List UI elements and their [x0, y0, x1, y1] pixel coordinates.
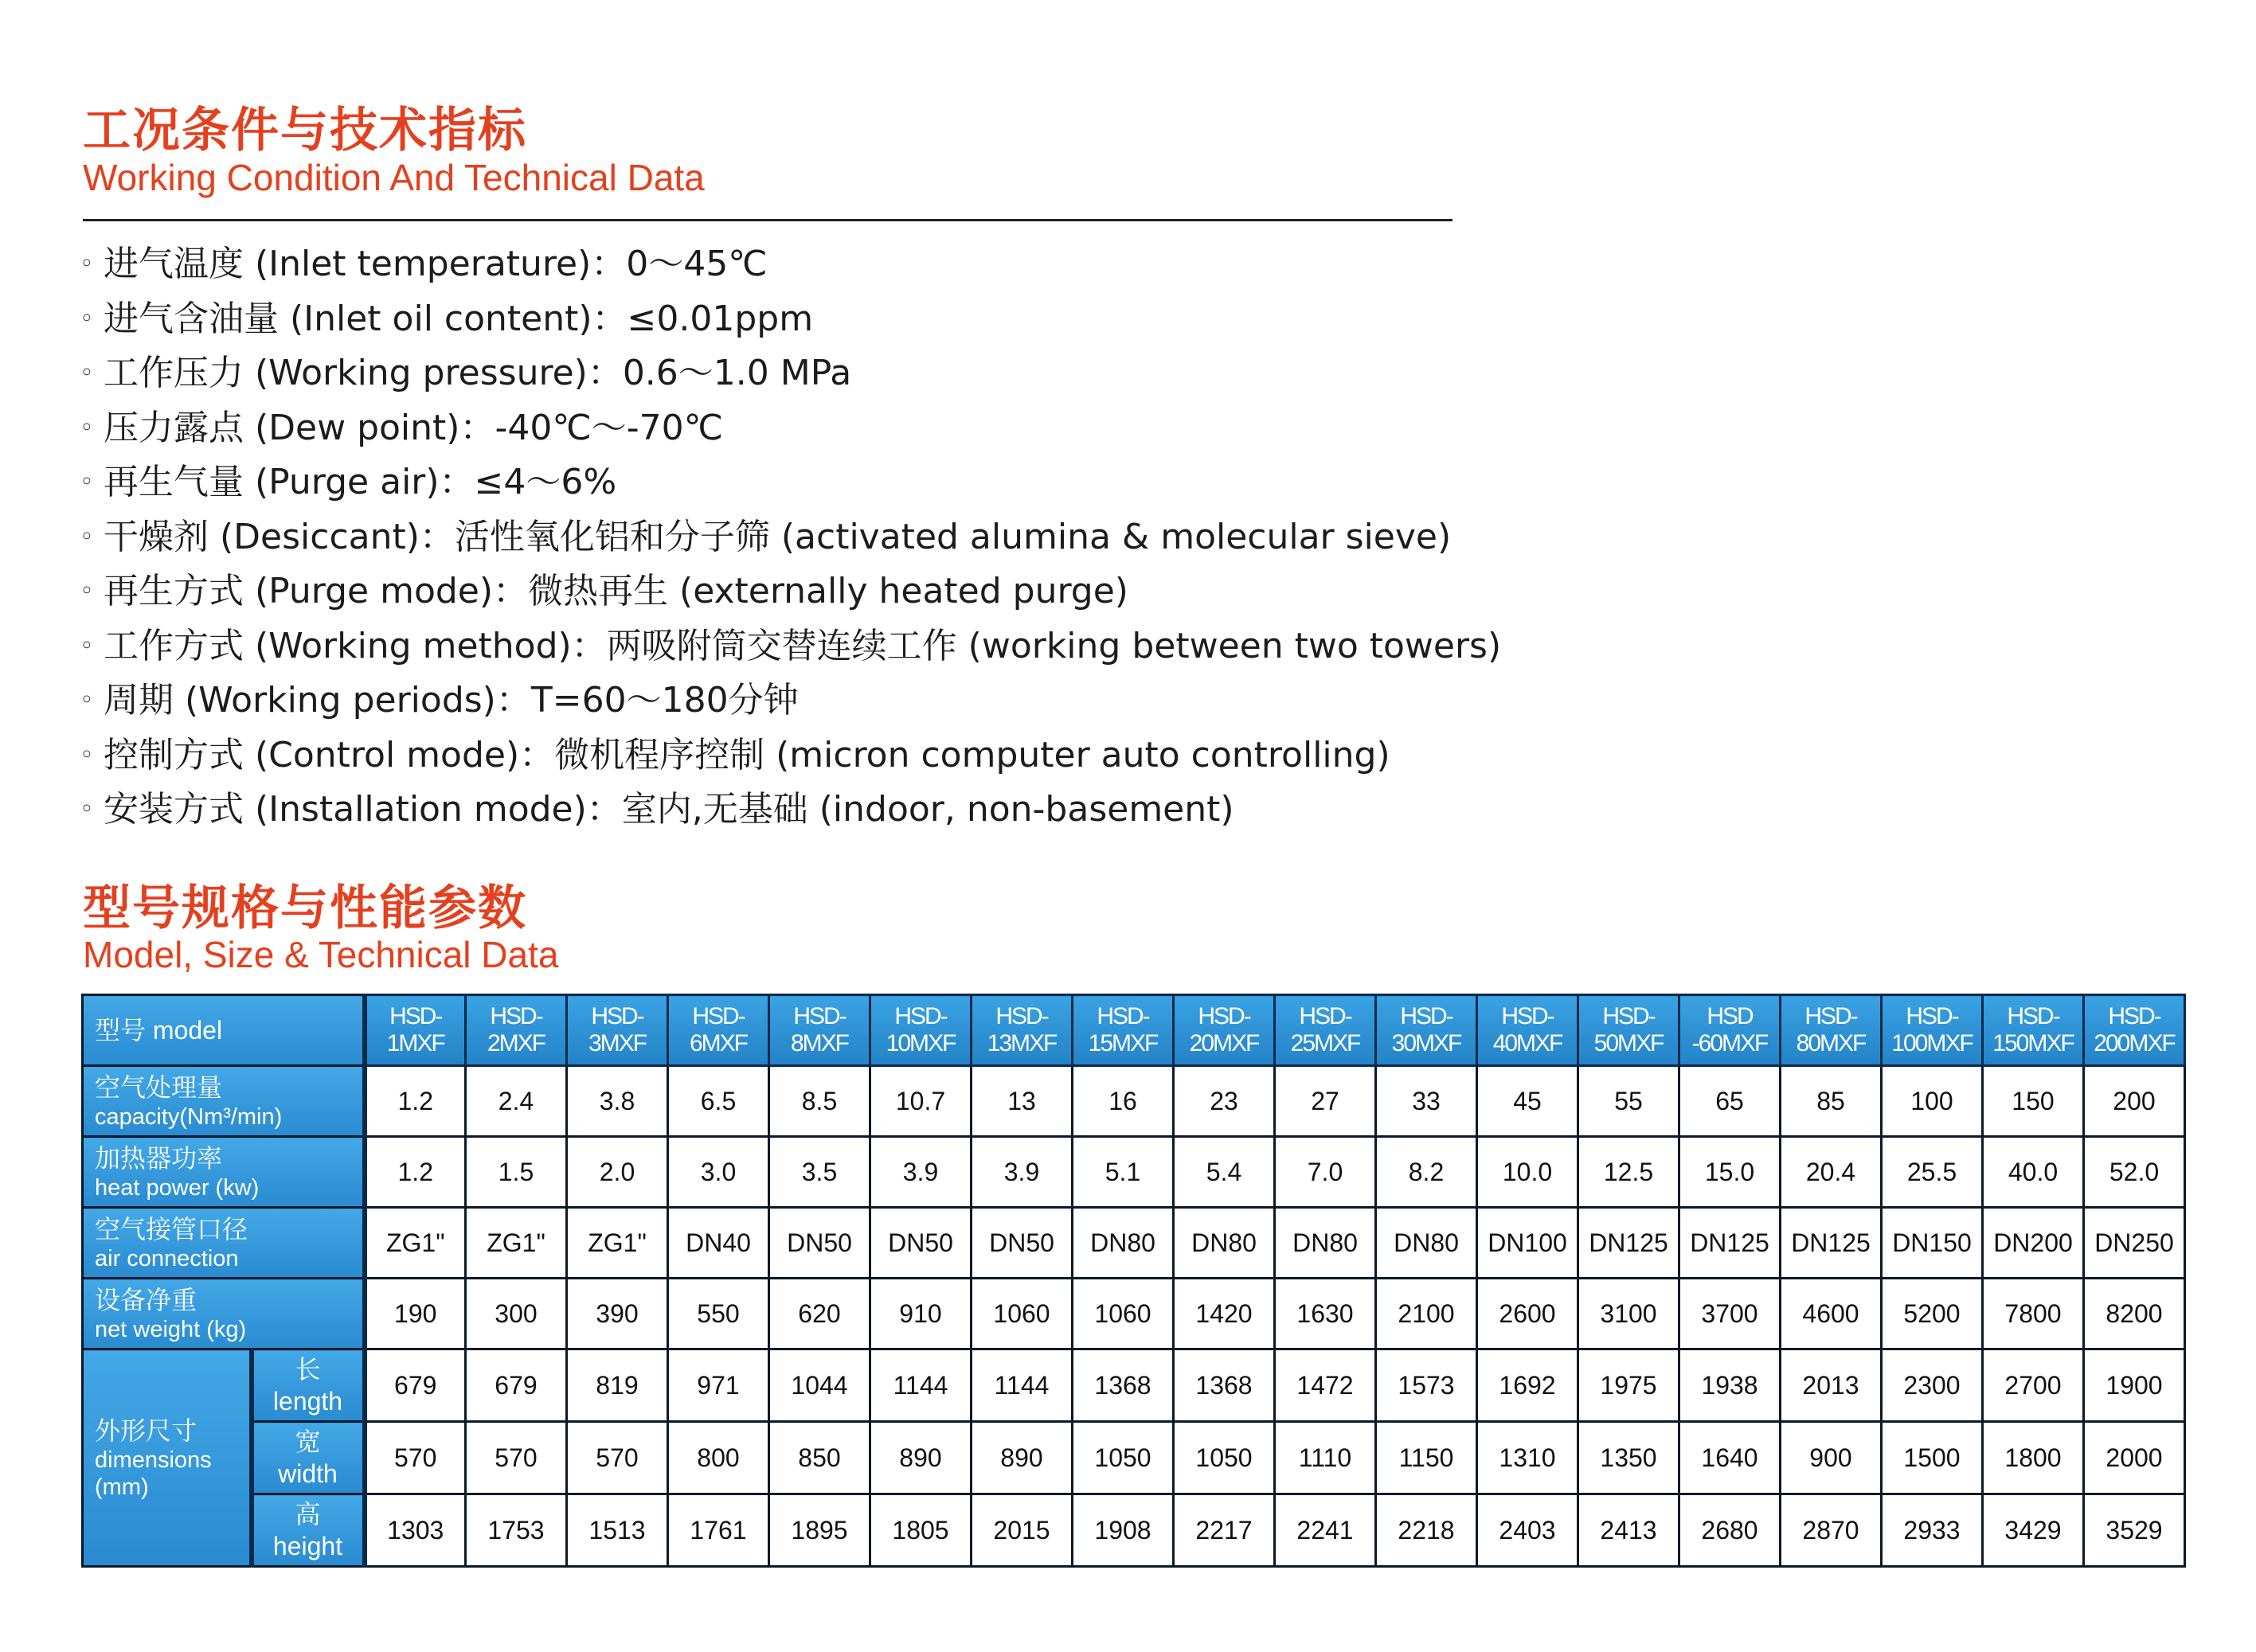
dimension-subheader-en: width: [278, 1459, 338, 1488]
model-cell: [769, 995, 870, 1066]
model-prefix: HSD-: [1400, 1003, 1453, 1029]
row-header: [83, 1066, 365, 1137]
row-header-en: capacity(Nm³/min): [95, 1104, 283, 1130]
spec-item: [80, 346, 1501, 401]
model-cell: [1174, 995, 1275, 1066]
table-cell: 3.8: [567, 1066, 668, 1137]
model-cell: [1376, 995, 1477, 1066]
table-cell: 5200: [1882, 1279, 1983, 1349]
table-row: [83, 1349, 2185, 1422]
spec-item: [80, 455, 1501, 510]
table-cell: 45: [1477, 1066, 1578, 1137]
bullet-icon: ◦: [80, 522, 94, 551]
model-suffix: 40MXF: [1492, 1030, 1562, 1056]
table-cell: 1900: [2084, 1349, 2185, 1422]
bullet-icon: ◦: [80, 686, 94, 714]
table-cell: 570: [365, 1422, 466, 1494]
table-cell: 2300: [1882, 1349, 1983, 1422]
table-cell: 2600: [1477, 1279, 1578, 1349]
table-row: [83, 1137, 2185, 1208]
spec-item: [80, 674, 1501, 728]
table-cell: 570: [466, 1422, 567, 1494]
table-cell: 10.0: [1477, 1137, 1578, 1208]
spec-item: [80, 619, 1501, 674]
table-cell: 200: [2084, 1066, 2185, 1137]
model-suffix: 1MXF: [386, 1030, 444, 1056]
bullet-icon: ◦: [80, 631, 94, 660]
table-cell: 4600: [1781, 1279, 1882, 1349]
table-cell: 1110: [1275, 1422, 1376, 1494]
dimension-subheader-cn: 宽: [295, 1427, 321, 1456]
table-cell: 679: [365, 1349, 466, 1422]
spec-item: [80, 783, 1501, 838]
table-cell: 890: [972, 1422, 1073, 1494]
model-suffix: -60MXF: [1691, 1030, 1768, 1056]
table-cell: 300: [466, 1279, 567, 1349]
spec-text: 干燥剂 (Desiccant)：活性氧化铝和分子筛 (activated alumina & molecular sieve): [104, 516, 1452, 557]
table-cell: 2403: [1477, 1494, 1578, 1567]
model-suffix: 100MXF: [1891, 1030, 1973, 1056]
model-header: [83, 995, 365, 1066]
table-cell: DN40: [668, 1208, 769, 1279]
table-cell: 1368: [1073, 1349, 1174, 1422]
model-suffix: 50MXF: [1593, 1030, 1664, 1056]
dimensions-header-cn: 外形尺寸: [95, 1416, 197, 1445]
table-header-row: [83, 995, 2185, 1066]
table-cell: 819: [567, 1349, 668, 1422]
dimension-subheader: [252, 1349, 365, 1422]
table-cell: 1060: [972, 1279, 1073, 1349]
table-cell: 1472: [1275, 1349, 1376, 1422]
model-suffix: 80MXF: [1796, 1030, 1866, 1056]
table-cell: 3429: [1983, 1494, 2084, 1567]
table-cell: 8.2: [1376, 1137, 1477, 1208]
spec-text: 工作压力 (Working pressure)：0.6～1.0 MPa: [104, 353, 852, 393]
table-cell: 1908: [1073, 1494, 1174, 1567]
spec-item: [80, 401, 1501, 456]
table-cell: 550: [668, 1279, 769, 1349]
table-row: [83, 1494, 2185, 1567]
table-cell: 3529: [2084, 1494, 2185, 1567]
table-cell: 1761: [668, 1494, 769, 1567]
model-header-label: 型号 model: [95, 1016, 223, 1045]
table-cell: 27: [1275, 1066, 1376, 1137]
model-prefix: HSD-: [2108, 1003, 2160, 1029]
table-cell: 1144: [972, 1349, 1073, 1422]
table-cell: 679: [466, 1349, 567, 1422]
model-cell: [567, 995, 668, 1066]
section-title-en: Model, Size & Technical Data: [83, 934, 559, 975]
table-cell: 1.2: [365, 1137, 466, 1208]
model-suffix: 15MXF: [1088, 1030, 1158, 1056]
model-cell: [1882, 995, 1983, 1066]
table-cell: 3700: [1679, 1279, 1781, 1349]
dimension-subheader: [252, 1422, 365, 1494]
bullet-icon: ◦: [80, 468, 94, 496]
table-cell: 2700: [1983, 1349, 2084, 1422]
table-cell: 25.5: [1882, 1137, 1983, 1208]
model-cell: [1073, 995, 1174, 1066]
table-cell: 2015: [972, 1494, 1073, 1567]
table-cell: 3.5: [769, 1137, 870, 1208]
table-cell: 1895: [769, 1494, 870, 1567]
dimension-subheader-en: height: [272, 1532, 343, 1560]
table-cell: 971: [668, 1349, 769, 1422]
section-title-en: Working Condition And Technical Data: [83, 157, 705, 198]
table-cell: DN80: [1073, 1208, 1174, 1279]
dimension-subheader-cn: 高: [295, 1500, 321, 1529]
table-row: [83, 1422, 2185, 1494]
table-cell: 1630: [1275, 1279, 1376, 1349]
table-cell: 7800: [1983, 1279, 2084, 1349]
spec-text: 再生气量 (Purge air)：≤4～6%: [104, 462, 617, 502]
table-cell: ZG1": [365, 1208, 466, 1279]
table-cell: 2000: [2084, 1422, 2185, 1494]
row-header-cn: 空气处理量: [95, 1073, 223, 1102]
table-cell: 5.1: [1073, 1137, 1174, 1208]
table-cell: 2241: [1275, 1494, 1376, 1567]
table-cell: 23: [1174, 1066, 1275, 1137]
table-cell: DN125: [1781, 1208, 1882, 1279]
dimension-subheader-en: length: [272, 1387, 343, 1416]
dimension-subheader-cn: 长: [295, 1355, 321, 1384]
model-prefix: HSD-: [591, 1003, 643, 1029]
table-cell: ZG1": [466, 1208, 567, 1279]
table-cell: 12.5: [1578, 1137, 1679, 1208]
table-cell: 3.9: [972, 1137, 1073, 1208]
model-prefix: HSD: [1707, 1003, 1753, 1029]
row-header: [83, 1137, 365, 1208]
table-cell: 85: [1781, 1066, 1882, 1137]
model-prefix: HSD-: [1299, 1003, 1351, 1029]
model-cell: [870, 995, 972, 1066]
table-cell: 1420: [1174, 1279, 1275, 1349]
table-cell: 65: [1679, 1066, 1781, 1137]
table-cell: 2217: [1174, 1494, 1275, 1567]
row-header-cn: 设备净重: [95, 1286, 197, 1314]
model-suffix: 10MXF: [886, 1030, 956, 1056]
row-header-en: air connection: [95, 1246, 239, 1271]
table-cell: 3100: [1578, 1279, 1679, 1349]
model-cell: [1275, 995, 1376, 1066]
divider: [83, 219, 1453, 221]
spec-text: 周期 (Working periods)：T=60～180分钟: [104, 680, 799, 721]
spec-text: 进气温度 (Inlet temperature)：0～45℃: [104, 244, 768, 284]
spec-table: [81, 994, 2186, 1568]
table-cell: DN50: [769, 1208, 870, 1279]
bullet-icon: ◦: [80, 413, 94, 442]
table-cell: 190: [365, 1279, 466, 1349]
spec-list: [80, 237, 1501, 838]
table-cell: 150: [1983, 1066, 2084, 1137]
table-cell: 33: [1376, 1066, 1477, 1137]
table-cell: 1938: [1679, 1349, 1781, 1422]
table-cell: DN80: [1376, 1208, 1477, 1279]
table-cell: 1.2: [365, 1066, 466, 1137]
table-cell: 40.0: [1983, 1137, 2084, 1208]
table-cell: 2933: [1882, 1494, 1983, 1567]
table-cell: DN150: [1882, 1208, 1983, 1279]
table-row: [83, 1066, 2185, 1137]
table-cell: 1975: [1578, 1349, 1679, 1422]
model-suffix: 8MXF: [790, 1030, 848, 1056]
table-cell: 6.5: [668, 1066, 769, 1137]
bullet-icon: ◦: [80, 250, 94, 278]
spec-item: [80, 292, 1501, 347]
model-prefix: HSD-: [692, 1003, 745, 1029]
row-header-cn: 空气接管口径: [95, 1215, 248, 1244]
dimension-subheader: [252, 1494, 365, 1567]
table-cell: 1350: [1578, 1422, 1679, 1494]
bullet-icon: ◦: [80, 795, 94, 823]
spec-text: 进气含油量 (Inlet oil content)：≤0.01ppm: [104, 298, 814, 339]
bullet-icon: ◦: [80, 740, 94, 769]
table-cell: 3.0: [668, 1137, 769, 1208]
table-cell: DN50: [870, 1208, 972, 1279]
table-cell: 100: [1882, 1066, 1983, 1137]
table-cell: 570: [567, 1422, 668, 1494]
table-cell: DN80: [1275, 1208, 1376, 1279]
model-cell: [1578, 995, 1679, 1066]
table-cell: 5.4: [1174, 1137, 1275, 1208]
table-cell: 1144: [870, 1349, 972, 1422]
model-prefix: HSD-: [2007, 1003, 2059, 1029]
table-cell: 620: [769, 1279, 870, 1349]
table-cell: 15.0: [1679, 1137, 1781, 1208]
model-cell: [2084, 995, 2185, 1066]
table-cell: 2218: [1376, 1494, 1477, 1567]
table-cell: DN80: [1174, 1208, 1275, 1279]
table-cell: DN200: [1983, 1208, 2084, 1279]
table-cell: 8200: [2084, 1279, 2185, 1349]
table-row: [83, 1208, 2185, 1279]
model-prefix: HSD-: [1501, 1003, 1554, 1029]
spec-text: 再生方式 (Purge mode)：微热再生 (externally heated purge): [104, 571, 1128, 611]
model-prefix: HSD-: [1602, 1003, 1655, 1029]
model-prefix: HSD-: [1906, 1003, 1958, 1029]
table-cell: 2.0: [567, 1137, 668, 1208]
dimensions-header-en: dimensions: [95, 1447, 212, 1473]
bullet-icon: ◦: [80, 304, 94, 333]
section-title-cn: 工况条件与技术指标: [83, 103, 527, 158]
table-cell: 1640: [1679, 1422, 1781, 1494]
table-cell: 1050: [1073, 1422, 1174, 1494]
model-suffix: 2MXF: [487, 1030, 545, 1056]
bullet-icon: ◦: [80, 577, 94, 605]
dimensions-unit: (mm): [95, 1474, 149, 1500]
spec-item: [80, 237, 1501, 292]
spec-text: 控制方式 (Control mode)：微机程序控制 (micron computer auto controlling): [104, 734, 1390, 775]
table-cell: 13: [972, 1066, 1073, 1137]
table-cell: 2013: [1781, 1349, 1882, 1422]
table-cell: 1044: [769, 1349, 870, 1422]
table-cell: 2870: [1781, 1494, 1882, 1567]
table-cell: 2100: [1376, 1279, 1477, 1349]
table-cell: DN100: [1477, 1208, 1578, 1279]
table-cell: 1050: [1174, 1422, 1275, 1494]
row-header: [83, 1208, 365, 1279]
table-cell: 1060: [1073, 1279, 1174, 1349]
dimensions-header: [83, 1349, 252, 1567]
table-cell: DN50: [972, 1208, 1073, 1279]
table-cell: 1500: [1882, 1422, 1983, 1494]
model-suffix: 150MXF: [1992, 1030, 2074, 1056]
model-cell: [1477, 995, 1578, 1066]
row-header-cn: 加热器功率: [95, 1144, 223, 1173]
table-cell: 1513: [567, 1494, 668, 1567]
table-cell: 2.4: [466, 1066, 567, 1137]
model-prefix: HSD-: [490, 1003, 542, 1029]
table-cell: 2413: [1578, 1494, 1679, 1567]
spec-item: [80, 564, 1501, 619]
model-cell: [668, 995, 769, 1066]
spec-text: 工作方式 (Working method)：两吸附筒交替连续工作 (working between two towers): [104, 625, 1502, 666]
model-prefix: HSD-: [389, 1003, 442, 1029]
model-suffix: 3MXF: [588, 1030, 646, 1056]
model-prefix: HSD-: [1198, 1003, 1250, 1029]
table-cell: DN125: [1679, 1208, 1781, 1279]
table-cell: 1.5: [466, 1137, 567, 1208]
model-cell: [466, 995, 567, 1066]
model-suffix: 30MXF: [1391, 1030, 1461, 1056]
table-cell: 16: [1073, 1066, 1174, 1137]
table-cell: 7.0: [1275, 1137, 1376, 1208]
row-header-en: heat power (kw): [95, 1175, 260, 1201]
model-cell: [972, 995, 1073, 1066]
table-cell: 3.9: [870, 1137, 972, 1208]
table-cell: 890: [870, 1422, 972, 1494]
model-suffix: 13MXF: [987, 1030, 1057, 1056]
table-cell: 1753: [466, 1494, 567, 1567]
table-cell: 8.5: [769, 1066, 870, 1137]
table-cell: 1800: [1983, 1422, 2084, 1494]
table-cell: DN250: [2084, 1208, 2185, 1279]
bullet-icon: ◦: [80, 359, 94, 387]
table-cell: 52.0: [2084, 1137, 2185, 1208]
table-cell: 1310: [1477, 1422, 1578, 1494]
section-title-cn: 型号规格与性能参数: [83, 881, 527, 936]
model-prefix: HSD-: [1804, 1003, 1857, 1029]
table-cell: 2680: [1679, 1494, 1781, 1567]
row-header-en: net weight (kg): [95, 1317, 247, 1342]
model-cell: [1781, 995, 1882, 1066]
spec-item: [80, 510, 1501, 565]
table-cell: 800: [668, 1422, 769, 1494]
model-prefix: HSD-: [793, 1003, 846, 1029]
model-prefix: HSD-: [995, 1003, 1048, 1029]
table-cell: 910: [870, 1279, 972, 1349]
model-suffix: 20MXF: [1189, 1030, 1259, 1056]
table-cell: 850: [769, 1422, 870, 1494]
model-cell: [1679, 995, 1781, 1066]
row-header: [83, 1279, 365, 1349]
model-cell: [365, 995, 466, 1066]
table-cell: 1368: [1174, 1349, 1275, 1422]
table-cell: 1805: [870, 1494, 972, 1567]
model-suffix: 200MXF: [2094, 1030, 2175, 1056]
table-cell: 1303: [365, 1494, 466, 1567]
model-cell: [1983, 995, 2084, 1066]
table-cell: 900: [1781, 1422, 1882, 1494]
table-cell: 1573: [1376, 1349, 1477, 1422]
table-cell: 1150: [1376, 1422, 1477, 1494]
table-cell: 390: [567, 1279, 668, 1349]
model-suffix: 6MXF: [689, 1030, 747, 1056]
table-cell: 1692: [1477, 1349, 1578, 1422]
table-row: [83, 1279, 2185, 1349]
model-prefix: HSD-: [894, 1003, 947, 1029]
model-prefix: HSD-: [1097, 1003, 1149, 1029]
table-cell: 55: [1578, 1066, 1679, 1137]
table-cell: DN125: [1578, 1208, 1679, 1279]
table-cell: 10.7: [870, 1066, 972, 1137]
table-cell: 20.4: [1781, 1137, 1882, 1208]
spec-text: 压力露点 (Dew point)：-40℃～-70℃: [104, 407, 724, 448]
spec-text: 安装方式 (Installation mode)：室内,无基础 (indoor, non-basement): [104, 789, 1234, 830]
spec-item: [80, 728, 1501, 783]
model-suffix: 25MXF: [1290, 1030, 1360, 1056]
table-cell: ZG1": [567, 1208, 668, 1279]
